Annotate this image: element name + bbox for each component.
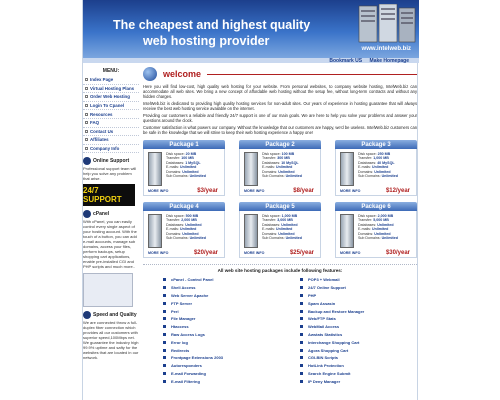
bullet-icon — [85, 78, 88, 81]
package-price: $12/year — [385, 188, 410, 194]
menu-item-label: Order Web Hosting — [90, 94, 130, 100]
feature-label: File Manager — [171, 316, 196, 322]
bullet-icon — [300, 380, 303, 383]
packages-grid — [143, 140, 417, 258]
features-list — [143, 276, 417, 385]
feature-item — [300, 315, 417, 323]
feature-item — [163, 315, 280, 323]
bullet-icon — [300, 341, 303, 344]
bullet-icon — [300, 310, 303, 313]
package-title: Package 1 — [143, 140, 225, 149]
feature-label: Raw Access Logs — [171, 331, 205, 337]
bullet-icon — [300, 317, 303, 320]
package-title: Package 6 — [335, 202, 417, 211]
feature-label: FTP Server — [171, 300, 193, 306]
package-body — [143, 211, 225, 258]
welcome-paragraph-4: Customer satisfaction is what powers our company. Without the knowledge that our customers are happy, we'd be useless. IntelWeb.biz customers can be safe in the knowledge that we will strive to keep their web hosting experience a happy one! — [143, 125, 417, 135]
bullet-icon — [163, 310, 166, 313]
header-banner — [83, 0, 419, 58]
homepage-link[interactable]: Make Homepage — [369, 58, 409, 64]
bullet-icon — [300, 372, 303, 375]
server-icon — [340, 214, 354, 248]
feature-label: cPanel - Control Panel — [171, 277, 214, 283]
package-spec: Disk space: 20 MB — [166, 152, 197, 156]
feature-item — [300, 307, 417, 315]
speed-text: We are connected throw a full-duplex fiber connection which provides all our customers with superior speed,100Mbps net. We guarantee the industry high 99.9% uptime and safty for the websites that are located in our network. — [83, 320, 139, 361]
feature-item — [163, 370, 280, 378]
package-spec: Databases: 40 MySQL — [358, 160, 395, 165]
bullet-icon — [85, 113, 88, 116]
package-spec: Transfer: 5,000 MB — [358, 218, 389, 223]
package-title: Package 3 — [335, 140, 417, 149]
features-column-right — [280, 276, 417, 385]
package-card — [239, 140, 321, 196]
feature-label: Awstats Statistics — [308, 331, 343, 337]
package-spec: Transfer: 2,000 MB — [166, 218, 197, 223]
feature-item — [300, 292, 417, 300]
welcome-paragraph-3: Providing our customers a reliable and friendly 24/7 support is one of our main goals. We are here to help you solve your problems and answer your questions around the clock. — [143, 113, 417, 123]
package-body — [239, 149, 321, 196]
package-specs — [358, 152, 398, 178]
main-content — [143, 66, 417, 385]
feature-label: Web/FTP Stats — [308, 316, 336, 322]
feature-item — [300, 362, 417, 370]
features-title: All web site hosting packages include following features: — [143, 264, 417, 273]
package-spec: Databases: 1 MySQL — [166, 160, 201, 165]
online-support-text: Professional support team will help you solve any problem that arise. — [83, 166, 137, 182]
package-spec: Sub Domains: Unlimited — [358, 174, 398, 179]
package-title: Package 4 — [143, 202, 225, 211]
package-body — [143, 149, 225, 196]
package-spec: Sub Domains: Unlimited — [166, 236, 206, 241]
feature-item — [163, 331, 280, 339]
feature-label: Backup and Restore Manager — [308, 308, 365, 314]
cpanel-text: With cPanel, you can easily control every single aspect of your hosting account. With the touch of a button, you can add e-mail accounts, manage sub domains, access your files, perform backups, setup shopping cart applications, enable pre-installed CGI and PHP scripts and much more.. — [83, 219, 137, 270]
bullet-icon — [85, 95, 88, 98]
server-icon — [244, 152, 258, 186]
speed-icon — [83, 311, 91, 319]
bullet-icon — [300, 364, 303, 367]
package-spec: Domains: Unlimited — [358, 169, 391, 174]
package-spec: Sub Domains: Unlimited — [262, 174, 302, 179]
package-spec: E-mails: Unlimited — [358, 165, 389, 170]
welcome-paragraph-2: IntelWeb.biz is dedicated to providing high quality hosting services for non-adult sites. Our years of experience in hosting guarantee that will always receive the best web hosting service available on the internet. — [143, 101, 417, 111]
package-specs — [358, 214, 398, 240]
bullet-icon — [300, 286, 303, 289]
top-links — [323, 58, 409, 64]
feature-label: Error log — [171, 339, 188, 345]
bullet-icon — [300, 356, 303, 359]
package-spec: Databases: 10 MySQL — [262, 160, 299, 165]
feature-label: Perl — [171, 308, 179, 314]
feature-item — [163, 299, 280, 307]
package-spec: E-mails: Unlimited — [166, 165, 197, 170]
package-spec: Disk space: 500 MB — [166, 214, 199, 218]
package-spec: Transfer: 100 MB — [166, 156, 194, 161]
features-column-left — [143, 276, 280, 385]
feature-item — [163, 284, 280, 292]
menu-item[interactable] — [83, 102, 139, 111]
bullet-icon — [163, 356, 166, 359]
feature-label: CGI-BIN Scripts — [308, 355, 339, 361]
package-body — [335, 149, 417, 196]
package-price: $25/year — [289, 250, 314, 256]
package-spec: Domains: Unlimited — [262, 231, 295, 236]
support-icon — [83, 157, 91, 165]
package-spec: Transfer: 1,000 MB — [358, 156, 389, 161]
feature-label: Agora Shopping Cart — [308, 347, 349, 353]
menu-item[interactable] — [83, 119, 139, 128]
bullet-icon — [163, 341, 166, 344]
more-info-link[interactable]: MORE INFO — [340, 251, 361, 255]
bullet-icon — [163, 278, 166, 281]
menu-item-label: Affiliates — [90, 137, 109, 143]
package-price: $8/year — [293, 188, 314, 194]
package-spec: Databases: Unlimited — [358, 222, 394, 227]
feature-label: 24/7 Online Support — [308, 285, 346, 291]
server-icon — [148, 152, 162, 186]
package-specs — [262, 214, 302, 240]
feature-item — [300, 323, 417, 331]
feature-label: E-mail Filtering — [171, 378, 200, 384]
feature-label: HotLink Protection — [308, 363, 344, 369]
menu-item-label: Virtual Hosting Plans — [90, 85, 135, 91]
feature-item — [163, 276, 280, 284]
package-spec: Sub Domains: Unlimited — [358, 236, 398, 241]
menu-item-label: Login To Cpanel — [90, 103, 125, 109]
feature-item — [163, 354, 280, 362]
feature-item — [300, 377, 417, 385]
package-specs — [262, 152, 302, 178]
page-container — [82, 0, 418, 400]
menu-item-label: FAQ — [90, 120, 100, 126]
globe-icon — [143, 67, 157, 81]
feature-item — [300, 299, 417, 307]
package-price: $30/year — [385, 250, 410, 256]
menu-list — [83, 76, 139, 153]
menu-item[interactable] — [83, 136, 139, 145]
server-rack-image — [355, 4, 417, 46]
menu-item[interactable] — [83, 76, 139, 85]
header-title-line2: web hosting provider — [143, 34, 270, 48]
online-support-title: Online Support — [93, 158, 130, 165]
bullet-icon — [85, 87, 88, 90]
bullet-icon — [300, 294, 303, 297]
bullet-icon — [163, 380, 166, 383]
feature-label: Web Server Apache — [171, 292, 209, 298]
package-card — [335, 202, 417, 258]
package-specs — [166, 214, 206, 240]
feature-item — [300, 354, 417, 362]
sidebar — [83, 68, 139, 360]
package-card — [143, 202, 225, 258]
package-spec: Databases: Unlimited — [262, 222, 298, 227]
package-spec: E-mails: Unlimited — [166, 227, 197, 232]
feature-label: PHP — [308, 292, 317, 298]
bullet-icon — [300, 325, 303, 328]
server-icon — [148, 214, 162, 248]
package-body — [335, 211, 417, 258]
bullet-icon — [85, 147, 88, 150]
more-info-link[interactable]: MORE INFO — [244, 251, 265, 255]
package-spec: Domains: Unlimited — [166, 231, 199, 236]
menu-item[interactable] — [83, 110, 139, 119]
bullet-icon — [85, 121, 88, 124]
welcome-paragraph-1: Here you will find low-cost, high quality web hosting for your website. From personal websites, to company website hosting, IntelWeb.biz can accommodate all web sites. We bring a new concept of affordable web hosting without the setup fee, without long-term contracts and without any hidden charges. — [143, 84, 417, 99]
more-info-link[interactable]: MORE INFO — [340, 189, 361, 193]
package-title: Package 2 — [239, 140, 321, 149]
package-spec: Domains: Unlimited — [262, 169, 295, 174]
package-spec: Disk space: 2,000 MB — [358, 214, 394, 218]
feature-item — [163, 338, 280, 346]
package-card — [239, 202, 321, 258]
more-info-link[interactable]: MORE INFO — [244, 189, 265, 193]
welcome-heading — [143, 66, 417, 82]
cpanel-icon — [83, 210, 91, 218]
server-icon — [340, 152, 354, 186]
feature-label: Autoresponders — [171, 363, 202, 369]
bullet-icon — [163, 317, 166, 320]
feature-label: Interchange Shopping Cart — [308, 339, 360, 345]
bullet-icon — [163, 364, 166, 367]
feature-item — [163, 377, 280, 385]
package-spec: Disk space: 100 MB — [262, 152, 295, 156]
menu-item[interactable] — [83, 85, 139, 94]
feature-item — [300, 284, 417, 292]
package-spec: Domains: Unlimited — [166, 169, 199, 174]
feature-label: WebMail Access — [308, 324, 340, 330]
welcome-title: welcome — [163, 69, 202, 79]
feature-item — [163, 362, 280, 370]
feature-label: E-mail Forwarding — [171, 370, 206, 376]
menu-item-label: Contact Us — [90, 128, 114, 134]
bullet-icon — [300, 333, 303, 336]
menu-item-label: Company Info — [90, 146, 120, 152]
bullet-icon — [163, 372, 166, 375]
more-info-link[interactable]: MORE INFO — [148, 189, 169, 193]
feature-item — [300, 346, 417, 354]
package-card — [335, 140, 417, 196]
bullet-icon — [163, 294, 166, 297]
feature-item — [163, 292, 280, 300]
package-spec: Sub Domains: Unlimited — [166, 174, 206, 179]
support-247-banner: 24/7 SUPPORT — [83, 184, 135, 206]
feature-label: Shell Access — [171, 285, 196, 291]
package-spec: Databases: Unlimited — [166, 222, 202, 227]
cpanel-screenshot — [83, 273, 133, 307]
feature-label: Redirects — [171, 347, 190, 353]
bullet-icon — [163, 325, 166, 328]
feature-item — [163, 323, 280, 331]
server-icon — [244, 214, 258, 248]
package-body — [239, 211, 321, 258]
menu-title: MENU: — [102, 68, 120, 74]
feature-item — [300, 338, 417, 346]
divider — [207, 74, 417, 75]
package-price: $20/year — [193, 250, 218, 256]
menu-item[interactable] — [83, 128, 139, 137]
feature-label: Spam Assasin — [308, 300, 336, 306]
package-card — [143, 140, 225, 196]
feature-item — [300, 370, 417, 378]
feature-label: Htaccess — [171, 324, 189, 330]
feature-label: POP3 + Webmail — [308, 277, 340, 283]
feature-label: Frontpage Extensions 2003 — [171, 355, 224, 361]
bullet-icon — [163, 286, 166, 289]
more-info-link[interactable]: MORE INFO — [148, 251, 169, 255]
package-specs — [166, 152, 206, 178]
package-price: $3/year — [197, 188, 218, 194]
package-spec: Domains: Unlimited — [358, 231, 391, 236]
speed-heading — [83, 311, 139, 319]
menu-item-label: Resources — [90, 111, 113, 117]
feature-item — [163, 307, 280, 315]
menu-item[interactable] — [83, 93, 139, 102]
package-spec: Transfer: 300 MB — [262, 156, 290, 161]
feature-label: Search Engine Submit — [308, 370, 351, 376]
cpanel-heading — [83, 210, 139, 218]
bullet-icon — [300, 349, 303, 352]
bullet-icon — [85, 104, 88, 107]
bullet-icon — [163, 349, 166, 352]
header-title-line1: The cheapest and highest quality — [113, 18, 311, 32]
feature-item — [300, 276, 417, 284]
cpanel-title: cPanel — [93, 211, 110, 218]
speed-title: Speed and Quality — [93, 312, 137, 319]
menu-item[interactable] — [83, 145, 139, 154]
bullet-icon — [85, 138, 88, 141]
online-support-heading — [83, 157, 139, 165]
feature-item — [300, 331, 417, 339]
package-spec: E-mails: Unlimited — [262, 165, 293, 170]
bullet-icon — [300, 278, 303, 281]
bullet-icon — [163, 333, 166, 336]
package-spec: E-mails: Unlimited — [358, 227, 389, 232]
package-spec: E-mails: Unlimited — [262, 227, 293, 232]
bullet-icon — [300, 302, 303, 305]
package-title: Package 5 — [239, 202, 321, 211]
package-spec: Disk space: 250 MB — [358, 152, 391, 156]
package-spec: Sub Domains: Unlimited — [262, 236, 302, 241]
package-spec: Transfer: 3,000 MB — [262, 218, 293, 223]
bookmark-link[interactable]: Bookmark US — [329, 58, 363, 64]
package-spec: Disk space: 1,000 MB — [262, 214, 298, 218]
bullet-icon — [163, 302, 166, 305]
bullet-icon — [85, 130, 88, 133]
header-url: www.intelweb.biz — [361, 46, 411, 52]
feature-label: IP Deny Manager — [308, 378, 341, 384]
menu-item-label: Index Page — [90, 77, 114, 83]
feature-item — [163, 346, 280, 354]
